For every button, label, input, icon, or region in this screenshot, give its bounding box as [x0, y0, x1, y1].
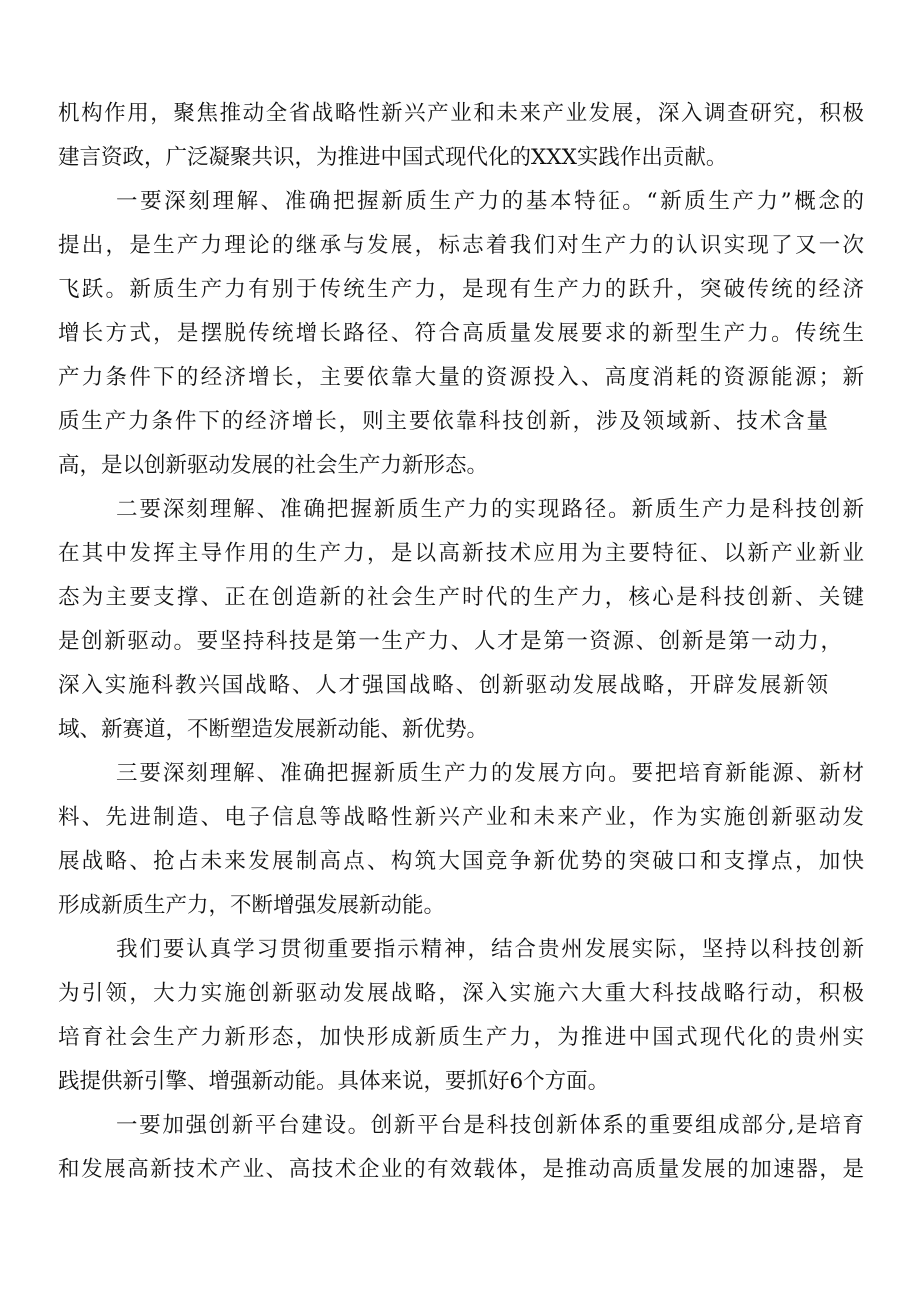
text-line: 在其中发挥主导作用的生产力，是以高新技术应用为主要特征、以新产业新业 [58, 541, 864, 566]
text-line: 展战略、抢占未来发展制高点、构筑大国竞争新优势的突破口和支撑点，加快 [58, 849, 864, 874]
text-line: 飞跃。新质生产力有别于传统生产力，是现有生产力的跃升，突破传统的经济 [58, 277, 864, 302]
text-line: 料、先进制造、电子信息等战略性新兴产业和未来产业，作为实施创新驱动发 [58, 805, 864, 830]
text-line: 提出，是生产力理论的继承与发展，标志着我们对生产力的认识实现了又一次 [58, 233, 864, 258]
text-line: 态为主要支撑、正在创造新的社会生产时代的生产力，核心是科技创新、关键 [58, 585, 864, 610]
text-line: 建言资政，广泛凝聚共识，为推进中国式现代化的XXX实践作出贡献。 [58, 145, 728, 170]
paragraph-first-line: 三要深刻理解、准确把握新质生产力的发展方向。要把培育新能源、新材 [116, 761, 864, 786]
paragraph-first-line: 一要深刻理解、准确把握新质生产力的基本特征。“新质生产力”概念的 [116, 189, 864, 214]
text-line: 深入实施科教兴国战略、人才强国战略、创新驱动发展战略，开辟发展新领 [58, 673, 828, 698]
text-line: 质生产力条件下的经济增长，则主要依靠科技创新，涉及领域新、技术含量 [58, 409, 828, 434]
text-line: 培育社会生产力新形态，加快形成新质生产力，为推进中国式现代化的贵州实 [58, 1025, 864, 1050]
text-line: 形成新质生产力，不断增强发展新动能。 [58, 893, 446, 918]
text-line: 域、新赛道，不断塑造发展新动能、新优势。 [58, 717, 489, 742]
text-line: 机构作用，聚焦推动全省战略性新兴产业和未来产业发展，深入调查研究，积极 [58, 101, 864, 126]
paragraph-first-line: 二要深刻理解、准确把握新质生产力的实现路径。新质生产力是科技创新 [116, 497, 864, 522]
text-line: 和发展高新技术产业、高技术企业的有效载体，是推动高质量发展的加速器，是 [58, 1157, 864, 1182]
text-line: 践提供新引擎、增强新动能。具体来说，要抓好6个方面。 [58, 1069, 610, 1094]
text-line: 增长方式，是摆脱传统增长路径、符合高质量发展要求的新型生产力。传统生 [58, 321, 864, 346]
paragraph-first-line: 我们要认真学习贯彻重要指示精神，结合贵州发展实际，坚持以科技创新 [116, 937, 864, 962]
text-line: 产力条件下的经济增长，主要依靠大量的资源投入、高度消耗的资源能源；新 [58, 365, 864, 390]
text-line: 高，是以创新驱动发展的社会生产力新形态。 [58, 453, 489, 478]
text-line: 是创新驱动。要坚持科技是第一生产力、人才是第一资源、创新是第一动力， [58, 629, 842, 654]
text-line: 为引领，大力实施创新驱动发展战略，深入实施六大重大科技战略行动，积极 [58, 981, 864, 1006]
paragraph-first-line: 一要加强创新平台建设。创新平台是科技创新体系的重要组成部分,是培育 [116, 1113, 864, 1138]
